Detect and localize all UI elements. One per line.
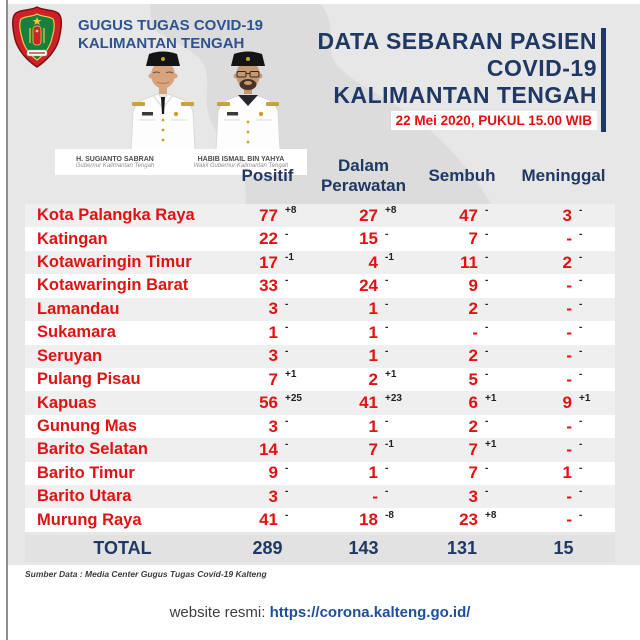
value-positif: 3 [268,299,278,319]
poster-title-block [240,28,597,130]
left-border-line [6,0,8,640]
cell-positif [220,274,315,297]
cell-meninggal [512,462,615,485]
total-row [25,535,615,562]
cell-sembuh [412,438,512,461]
date-text: 22 Mei 2020, PUKUL 15.00 WIB [391,111,597,130]
region-name: Barito Selatan [37,440,148,459]
delta-positif: - [285,275,289,287]
delta-meninggal: - [579,416,583,427]
delta-sembuh: +1 [485,439,497,451]
value-sembuh: 9 [468,275,478,295]
value-meninggal: - [566,275,572,295]
value-perawatan: 7 [368,439,378,459]
region-name: Kapuas [37,393,97,412]
delta-meninggal: - [579,228,583,240]
delta-sembuh: +8 [485,509,497,521]
value-perawatan: 41 [359,393,378,413]
delta-sembuh: - [485,462,489,474]
cell-positif [220,251,315,274]
cell-positif [220,321,315,344]
value-positif: 22 [259,229,278,249]
table-row [25,462,615,485]
delta-positif: - [285,439,289,451]
delta-positif: - [285,509,289,521]
cell-sembuh [412,274,512,297]
date-line [240,111,597,130]
org-title [78,17,263,53]
region-name: Lamandau [37,299,120,318]
delta-sembuh: +1 [485,392,497,404]
region-name: Kota Palangka Raya [37,206,195,225]
cell-meninggal [512,251,615,274]
title-accent-bar [601,28,606,132]
table-row [25,368,615,391]
region-name: Seruyan [37,346,103,365]
region-name: Murung Raya [37,510,142,529]
value-sembuh: 7 [468,439,478,459]
delta-perawatan: - [385,345,389,357]
cell-meninggal [512,438,615,461]
value-meninggal: - [566,439,572,459]
cell-sembuh [412,345,512,368]
cell-sembuh [412,391,512,414]
value-sembuh: 3 [468,486,478,506]
delta-sembuh: - [485,486,489,498]
cell-meninggal [512,368,615,391]
delta-sembuh: - [485,252,489,264]
value-positif: 7 [268,369,278,389]
value-perawatan: 1 [368,299,378,319]
region-name: Kotawaringin Barat [37,276,189,295]
delta-positif: -1 [285,252,294,264]
total-sembuh: 131 [446,538,478,558]
cell-positif [220,227,315,250]
cell-perawatan [315,415,412,438]
website-label: website resmi: [169,604,266,621]
table-row [25,415,615,438]
delta-meninggal: - [579,298,583,310]
cell-meninggal [512,321,615,344]
provincial-seal-logo [10,6,64,68]
cell-sembuh [412,321,512,344]
cell-meninggal [512,274,615,297]
table-row [25,321,615,344]
cell-positif [220,462,315,485]
table-row [25,485,615,508]
delta-sembuh: - [485,369,489,381]
value-perawatan: 4 [368,252,378,272]
delta-perawatan: -1 [385,439,394,451]
table-row [25,204,615,227]
governor-name: H. SUGIANTO SABRAN [76,155,154,163]
delta-positif: - [285,228,289,240]
delta-meninggal: +1 [579,392,591,404]
delta-sembuh: - [485,416,489,427]
delta-perawatan: +8 [385,205,397,217]
delta-meninggal: - [579,509,583,521]
table-row [25,508,615,531]
region-name: Katingan [37,229,108,248]
poster-title-line2: KALIMANTAN TENGAH [333,82,597,108]
delta-meninggal: - [579,486,583,498]
value-positif: 14 [259,439,278,459]
governor-figure [131,52,195,151]
region-name: Gunung Mas [37,417,137,435]
cell-positif [220,298,315,321]
value-meninggal: 3 [562,205,572,225]
value-sembuh: - [472,322,478,342]
value-positif: 56 [259,393,278,413]
value-perawatan: 2 [368,369,378,389]
cell-positif [220,508,315,531]
total-meninggal: 15 [553,538,574,558]
cell-sembuh [412,462,512,485]
region-name: Kotawaringin Timur [37,253,192,272]
total-positif: 289 [252,538,283,558]
value-sembuh: 23 [459,510,478,530]
table-row [25,274,615,297]
delta-meninggal: - [579,205,583,217]
delta-perawatan: - [385,462,389,474]
cell-perawatan [315,321,412,344]
cell-perawatan [315,391,412,414]
value-meninggal: - [566,229,572,249]
website-url-link[interactable]: https://corona.kalteng.go.id/ [269,604,471,621]
table-row [25,438,615,461]
region-name: Barito Utara [37,487,132,506]
delta-perawatan: -1 [385,252,394,264]
data-source-note: Sumber Data : Media Center Gugus Tugas Covid-19 Kalteng [25,569,267,579]
cell-meninggal [512,485,615,508]
delta-sembuh: - [485,345,489,357]
value-sembuh: 5 [468,369,478,389]
org-title-line2: KALIMANTAN TENGAH [78,35,245,52]
delta-positif: - [285,322,289,334]
cell-positif [220,204,315,227]
column-header-dalam-perawatan: Dalam Perawatan [320,156,407,195]
cell-positif [220,345,315,368]
region-name: Sukamara [37,323,116,342]
cell-sembuh [412,368,512,391]
value-sembuh: 6 [468,393,478,413]
value-meninggal: - [566,486,572,506]
delta-perawatan: - [385,298,389,310]
cell-sembuh [412,508,512,531]
cell-meninggal [512,204,615,227]
delta-positif: +8 [285,205,297,217]
cell-perawatan [315,508,412,531]
value-sembuh: 7 [468,463,478,483]
poster-title-line1: DATA SEBARAN PASIEN COVID-19 [317,28,597,81]
vice-governor-name: HABIB ISMAIL BIN YAHYA [197,155,285,163]
value-positif: 9 [268,463,278,483]
website-line [0,604,640,621]
delta-meninggal: - [579,252,583,264]
value-perawatan: 1 [368,416,378,436]
delta-positif: +1 [285,369,297,381]
value-perawatan: 1 [368,346,378,366]
table-row [25,298,615,321]
value-meninggal: - [566,322,572,342]
cell-sembuh [412,251,512,274]
cell-perawatan [315,485,412,508]
delta-perawatan: +23 [385,392,402,404]
value-perawatan: 1 [368,463,378,483]
column-header-meninggal: Meninggal [521,166,606,185]
org-title-line1: GUGUS TUGAS COVID-19 [78,17,264,34]
delta-positif: - [285,345,289,357]
delta-positif: - [285,416,289,427]
value-sembuh: 47 [459,205,478,225]
delta-sembuh: - [485,275,489,287]
delta-sembuh: - [485,322,489,334]
delta-perawatan: - [385,228,389,240]
value-positif: 1 [268,322,278,342]
vice-governor-title: Wakil Gubernur Kalimantan Tengah [193,162,289,169]
cell-perawatan [315,298,412,321]
value-sembuh: 2 [468,416,478,436]
value-meninggal: - [566,346,572,366]
table-row [25,251,615,274]
value-meninggal: - [566,369,572,389]
value-positif: 3 [268,486,278,506]
column-header-positif: Positif [241,166,294,185]
cell-sembuh [412,485,512,508]
cell-perawatan [315,345,412,368]
delta-positif: - [285,486,289,498]
table-row [25,227,615,250]
value-perawatan: 27 [359,205,378,225]
value-positif: 3 [268,416,278,436]
value-meninggal: - [566,416,572,436]
governor-title: Gubernur Kalimantan Tengah [75,162,155,169]
cell-meninggal [512,415,615,438]
value-perawatan: 15 [359,229,378,249]
delta-meninggal: - [579,462,583,474]
cell-sembuh [412,298,512,321]
value-meninggal: 1 [562,463,572,483]
delta-sembuh: - [485,205,489,217]
value-perawatan: - [372,486,378,506]
value-positif: 33 [259,275,278,295]
value-perawatan: 18 [359,510,378,530]
cell-positif [220,485,315,508]
value-positif: 3 [268,346,278,366]
delta-sembuh: - [485,228,489,240]
cell-meninggal [512,391,615,414]
cell-perawatan [315,227,412,250]
cell-meninggal [512,345,615,368]
cell-positif [220,415,315,438]
cell-sembuh [412,227,512,250]
cell-positif [220,438,315,461]
delta-meninggal: - [579,439,583,451]
table-body [25,204,615,532]
value-sembuh: 7 [468,229,478,249]
cell-meninggal [512,298,615,321]
delta-perawatan: - [385,486,389,498]
cell-perawatan [315,368,412,391]
value-perawatan: 24 [359,275,378,295]
cell-positif [220,368,315,391]
value-positif: 77 [259,205,278,225]
value-meninggal: 9 [562,393,572,413]
delta-perawatan: +1 [385,369,397,381]
table-row [25,391,615,414]
cell-positif [220,391,315,414]
delta-meninggal: - [579,275,583,287]
cell-perawatan [315,462,412,485]
delta-positif: - [285,298,289,310]
column-header-sembuh: Sembuh [428,166,496,185]
value-sembuh: 2 [468,346,478,366]
table-header [25,150,615,202]
cell-perawatan [315,438,412,461]
cell-perawatan [315,274,412,297]
value-meninggal: 2 [562,252,572,272]
region-name: Pulang Pisau [37,370,141,389]
delta-meninggal: - [579,369,583,381]
cell-meninggal [512,227,615,250]
delta-perawatan: - [385,416,389,427]
cell-perawatan [315,204,412,227]
value-sembuh: 2 [468,299,478,319]
table-row [25,345,615,368]
delta-positif: +25 [285,392,302,404]
cell-sembuh [412,415,512,438]
cell-sembuh [412,204,512,227]
value-sembuh: 11 [460,252,478,272]
value-meninggal: - [566,299,572,319]
value-meninggal: - [566,510,572,530]
delta-sembuh: - [485,298,489,310]
delta-meninggal: - [579,345,583,357]
cell-perawatan [315,251,412,274]
region-name: Barito Timur [37,463,135,482]
total-perawatan: 143 [348,538,379,558]
value-perawatan: 1 [368,322,378,342]
cell-meninggal [512,508,615,531]
delta-perawatan: -8 [385,509,394,521]
delta-perawatan: - [385,322,389,334]
value-positif: 17 [259,252,278,272]
total-label: TOTAL [93,538,152,558]
value-positif: 41 [259,510,278,530]
delta-positif: - [285,462,289,474]
delta-perawatan: - [385,275,389,287]
delta-meninggal: - [579,322,583,334]
